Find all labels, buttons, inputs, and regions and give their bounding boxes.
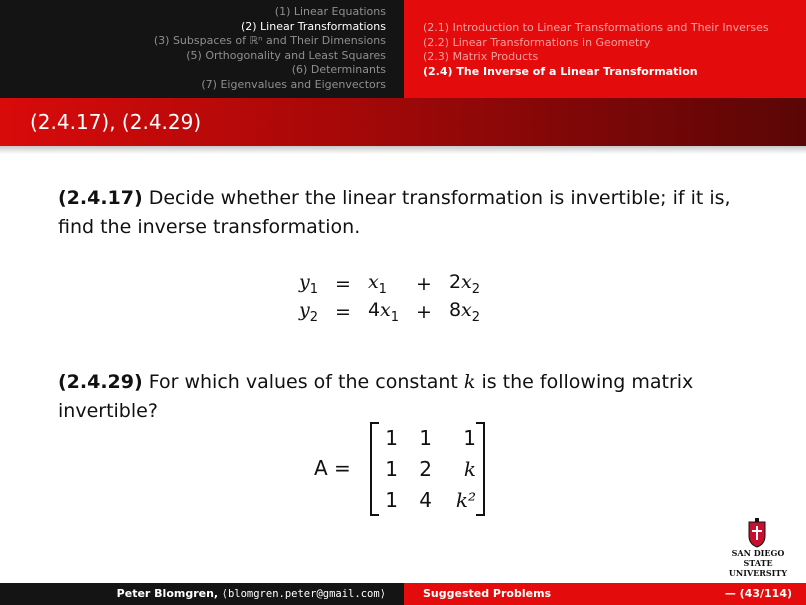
matrix-a xyxy=(314,420,514,516)
frame-title-bar xyxy=(0,98,806,146)
subsection-list xyxy=(423,21,769,79)
matrix-row: 1 2 k xyxy=(385,456,476,481)
subsection-link-active[interactable]: (2.4) The Inverse of a Linear Transformation xyxy=(423,64,698,78)
footer-bar xyxy=(0,583,806,605)
problem-number: (2.4.17) xyxy=(58,187,143,209)
section-link[interactable]: (5) Orthogonality and Least Squares xyxy=(186,48,386,62)
problem-number: (2.4.29) xyxy=(58,371,143,393)
matrix-label: A = xyxy=(314,456,351,480)
problem-text: is the following matrix invertible? xyxy=(58,371,694,422)
section-nav xyxy=(0,0,404,98)
header-bar xyxy=(0,0,806,98)
problem-2-4-17 xyxy=(58,184,758,242)
title-shadow xyxy=(0,146,806,154)
university-logo xyxy=(718,518,798,578)
subsection-link[interactable]: (2.3) Matrix Products xyxy=(423,50,539,63)
section-link[interactable]: (1) Linear Equations xyxy=(274,5,386,18)
frame-title: (2.4.17), (2.4.29) xyxy=(30,110,202,134)
matrix-row: 1 4 k² xyxy=(385,487,476,512)
subsection-link[interactable]: (2.1) Introduction to Linear Transformations and Their Inverses xyxy=(423,21,769,34)
shield-icon xyxy=(747,518,767,548)
matrix-entries xyxy=(376,422,476,515)
right-bracket xyxy=(476,422,485,516)
equation-system xyxy=(294,270,485,326)
author-name: Peter Blomgren, xyxy=(116,587,219,600)
problem-text: Decide whether the linear transformation is invertible; if it is, find the inverse transformation. xyxy=(58,187,731,238)
constant-k: k xyxy=(463,371,476,393)
footer-right xyxy=(404,583,806,605)
author-email[interactable]: ⟨blomgren.peter@gmail.com⟩ xyxy=(221,588,386,600)
section-link[interactable]: (6) Determinants xyxy=(291,63,386,76)
footer-title[interactable]: Suggested Problems xyxy=(423,587,552,600)
subsection-link[interactable]: (2.2) Linear Transformations in Geometry xyxy=(423,35,651,49)
matrix-row: 1 1 1 xyxy=(385,425,476,450)
author-info xyxy=(117,587,386,600)
section-link-active[interactable]: (2) Linear Transformations xyxy=(240,19,386,33)
footer-left xyxy=(0,583,404,605)
subsection-nav xyxy=(404,0,806,98)
section-list xyxy=(154,5,386,92)
equation-row: $y_1$ = $x_1$ + $2x_2$ xyxy=(299,271,481,297)
section-link[interactable]: (3) Subspaces of ℝⁿ and Their Dimensions xyxy=(153,34,386,47)
problem-2-4-29 xyxy=(58,368,758,426)
equation-row: $y_2$ = $4x_1$ + $8x_2$ xyxy=(299,299,481,325)
page-number: — (43/114) xyxy=(724,587,792,600)
university-name: SAN DIEGO STATE UNIVERSITY xyxy=(728,548,788,578)
problem-text: For which values of the constant xyxy=(148,371,458,393)
section-link[interactable]: (7) Eigenvalues and Eigenvectors xyxy=(201,77,386,91)
